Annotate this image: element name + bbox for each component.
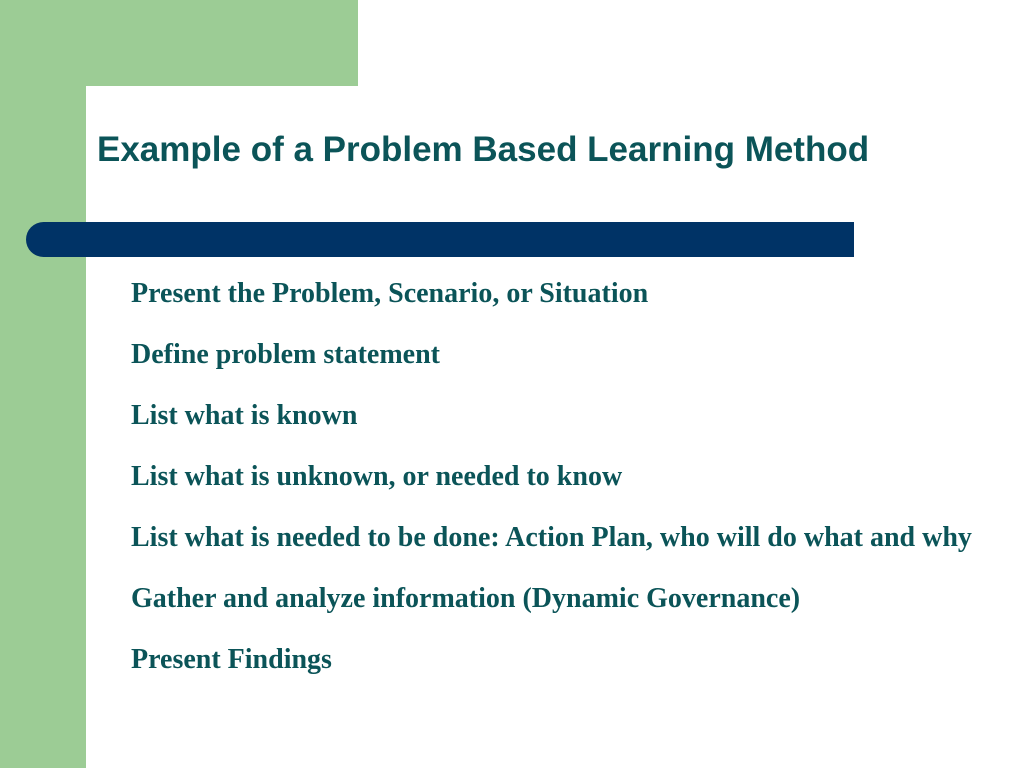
list-item: Define problem statement [131,339,440,370]
list-item: List what is needed to be done: Action Plan, who will do what and why [131,522,972,553]
slide-content-list [131,275,981,702]
list-item: List what is known [131,400,358,431]
slide-title: Example of a Problem Based Learning Method [97,130,870,169]
list-item: Present Findings [131,644,332,675]
list-item: Present the Problem, Scenario, or Situation [131,278,649,309]
list-item: List what is unknown, or needed to know [131,461,623,492]
list-item: Gather and analyze information (Dynamic Governance) [131,583,801,614]
decor-green-sidebar [0,0,86,768]
accent-bar [26,222,854,257]
